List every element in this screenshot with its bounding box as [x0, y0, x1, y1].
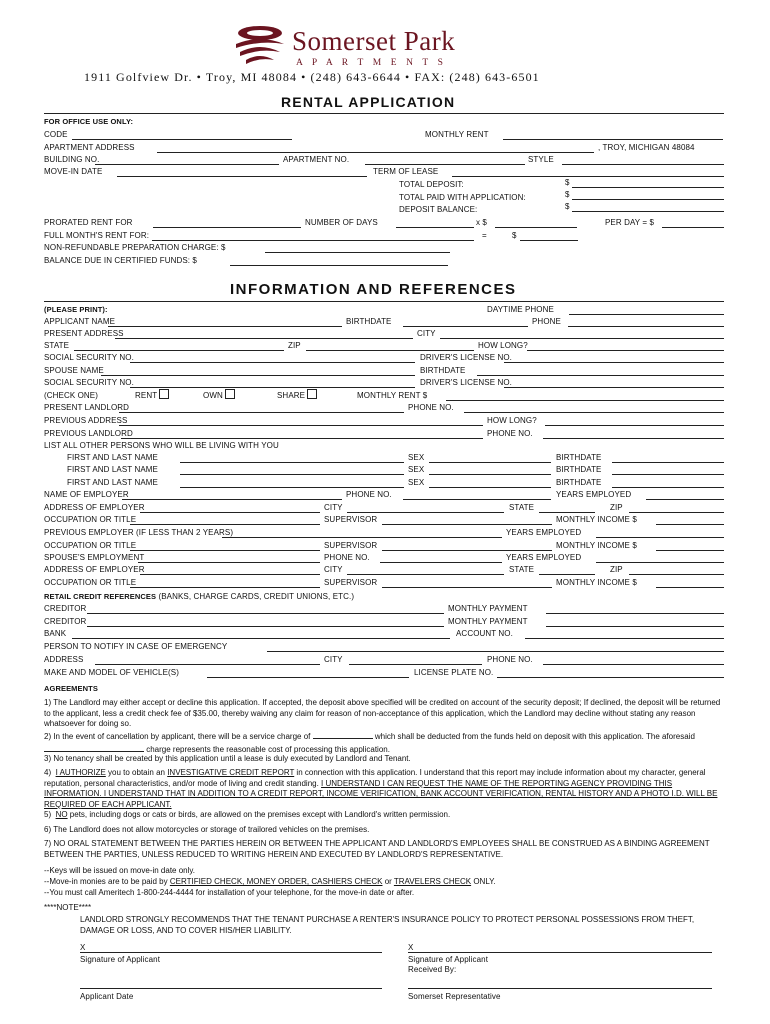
employer-city-field[interactable]	[347, 512, 504, 513]
style-label: STYLE	[528, 155, 554, 164]
spouse-occupation-field[interactable]	[130, 587, 320, 588]
prev-years-employed-label: YEARS EMPLOYED	[506, 528, 582, 537]
employer-phone-field[interactable]	[403, 499, 551, 500]
applicant-signature-2-field[interactable]	[408, 952, 712, 953]
how-long-label: HOW LONG?	[478, 341, 528, 350]
full-month-total-field[interactable]	[520, 240, 578, 241]
please-print-label: (PLEASE PRINT):	[44, 305, 108, 314]
previous-employer-field[interactable]	[222, 537, 502, 538]
address-employer-field[interactable]	[140, 512, 320, 513]
agreement-7: 7) NO ORAL STATEMENT BETWEEN THE PARTIES HEREIN OR BETWEEN THE APPLICANT AND LANDLORD'S EMPLOYEES SHALL BE CONSTRUED AS A BINDING AGREEMENT BETWEEN THE PARTIES, UNLESS REDUCED TO WRITING HEREIN AND EXECUTED BY LANDLORD'S REPRESENTATIVE.	[44, 839, 710, 859]
previous-landlord-label: PREVIOUS LANDLORD	[44, 429, 133, 438]
agreement-3: 3) No tenancy shall be created by this application until a lease is duly executed by Landlord and Tenant.	[44, 754, 411, 763]
prev-monthly-income-label: MONTHLY INCOME $	[556, 541, 637, 550]
code-field[interactable]	[72, 139, 292, 140]
note-monies	[44, 877, 728, 888]
spouse-birthdate-label: BIRTHDATE	[420, 366, 466, 375]
move-in-date-label: MOVE-IN DATE	[44, 167, 103, 176]
apartment-address-label: APARTMENT ADDRESS	[44, 143, 135, 152]
somerset-rep-label: Somerset Representative	[408, 992, 501, 1001]
spouse-supervisor-field[interactable]	[382, 587, 552, 588]
note-phone: --You must call Ameritech 1-800-244-4444 for installation of your telephone, for the move-in date or after.	[44, 888, 415, 897]
agreement-4-t1: you to obtain an	[105, 768, 168, 777]
retail-credit-heading	[44, 592, 354, 602]
occupant-3-sex-field[interactable]	[429, 487, 551, 488]
occupant-2-sex-field[interactable]	[429, 474, 551, 475]
spouse-state-label: STATE	[509, 565, 535, 574]
share-checkbox[interactable]	[307, 389, 317, 399]
logo	[230, 22, 530, 74]
address-employer-label: ADDRESS OF EMPLOYER	[44, 503, 145, 512]
spouse-city-label: CITY	[324, 565, 343, 574]
phone-label: PHONE	[532, 317, 561, 326]
share-label: SHARE	[277, 391, 306, 400]
drivers-license-field[interactable]	[504, 362, 724, 363]
received-by-label: Received By:	[408, 965, 457, 974]
spouse-drivers-license-field[interactable]	[504, 387, 724, 388]
applicant-signature-field[interactable]	[80, 952, 382, 953]
spouse-employment-label: SPOUSE'S EMPLOYMENT	[44, 553, 145, 562]
monthly-rent-label: MONTHLY RENT	[425, 130, 489, 139]
landlord-phone-label: PHONE NO.	[408, 403, 454, 412]
deposit-balance-label: DEPOSIT BALANCE:	[399, 205, 478, 214]
previous-address-label: PREVIOUS ADDRESS	[44, 416, 128, 425]
occupant-3-name-field[interactable]	[180, 487, 404, 488]
landlord-phone-field[interactable]	[464, 412, 724, 413]
monthly-payment-2-field[interactable]	[546, 626, 724, 627]
license-plate-label: LICENSE PLATE NO.	[414, 668, 494, 677]
equals-label: =	[482, 231, 487, 240]
agreement-5-num: 5)	[44, 810, 52, 819]
total-paid-field[interactable]	[572, 199, 724, 200]
prev-occupation-label: OCCUPATION OR TITLE	[44, 541, 137, 550]
monthly-payment-1-label: MONTHLY PAYMENT	[448, 604, 528, 613]
prev-occupation-field[interactable]	[130, 550, 320, 551]
vehicle-field[interactable]	[207, 677, 409, 678]
state-label: STATE	[44, 341, 70, 350]
agreement-2	[44, 730, 728, 755]
somerset-rep-field[interactable]	[408, 988, 712, 989]
monthly-rent-dollar-label: MONTHLY RENT $	[357, 391, 428, 400]
emergency-city-label: CITY	[324, 655, 343, 664]
ssn-label: SOCIAL SECURITY NO.	[44, 353, 134, 362]
company-sub: A P A R T M E N T S	[296, 58, 447, 68]
note-monies-post: ONLY.	[471, 877, 496, 886]
agreement-5-u: NO	[55, 810, 68, 819]
zip-field[interactable]	[306, 350, 474, 351]
own-label: OWN	[203, 391, 223, 400]
list-others-label: LIST ALL OTHER PERSONS WHO WILL BE LIVING WITH YOU	[44, 441, 279, 450]
occupant-3-birthdate-label: BIRTHDATE	[556, 478, 602, 487]
creditor-2-label: CREDITOR	[44, 617, 87, 626]
emergency-field[interactable]	[267, 651, 724, 652]
rent-option[interactable]	[135, 389, 169, 401]
ssn-field[interactable]	[130, 362, 415, 363]
dollar-sign: $	[512, 231, 517, 240]
check-one-label: (CHECK ONE)	[44, 391, 98, 400]
spouse-city-field[interactable]	[347, 574, 504, 575]
occupant-2-birthdate-field[interactable]	[612, 474, 724, 475]
supervisor-label: SUPERVISOR	[324, 515, 378, 524]
drivers-license-label: DRIVER'S LICENSE NO.	[420, 353, 512, 362]
applicant-date-label: Applicant Date	[80, 992, 134, 1001]
employer-phone-label: PHONE NO.	[346, 490, 392, 499]
spouse-address-employer-label: ADDRESS OF EMPLOYER	[44, 565, 145, 574]
creditor-1-field[interactable]	[87, 613, 444, 614]
rent-label: RENT	[135, 391, 158, 400]
city-label: CITY	[417, 329, 436, 338]
occupant-2-name-label: FIRST AND LAST NAME	[67, 465, 158, 474]
present-landlord-label: PRESENT LANDLORD	[44, 403, 130, 412]
per-day-label: PER DAY = $	[605, 218, 655, 227]
state-field[interactable]	[74, 350, 284, 351]
license-plate-field[interactable]	[497, 677, 724, 678]
prev-years-employed-field[interactable]	[596, 537, 724, 538]
company-name: Somerset Park	[292, 26, 456, 56]
applicant-date-field[interactable]	[80, 988, 382, 989]
rental-title: RENTAL APPLICATION	[281, 94, 456, 110]
applicant-name-field[interactable]	[108, 326, 342, 327]
bank-field[interactable]	[72, 638, 450, 639]
dollar-sign: $	[565, 178, 570, 187]
prev-how-long-label: HOW LONG?	[487, 416, 537, 425]
employer-state-field[interactable]	[539, 512, 595, 513]
agreement-2-mid: which shall be deducted from the funds held on deposit with this application. The aforesaid	[374, 732, 695, 741]
emergency-phone-field[interactable]	[543, 664, 724, 665]
monthly-payment-1-field[interactable]	[546, 613, 724, 614]
occupant-2-sex-label: SEX	[408, 465, 425, 474]
note-monies-or: or	[382, 877, 394, 886]
info-title: INFORMATION AND REFERENCES	[230, 281, 517, 298]
number-of-days-field[interactable]	[396, 227, 474, 228]
present-landlord-field[interactable]	[119, 412, 404, 413]
spouse-years-employed-field[interactable]	[596, 562, 724, 563]
building-no-label: BUILDING NO.	[44, 155, 100, 164]
agreement-4	[44, 768, 728, 810]
non-refundable-field[interactable]	[265, 252, 450, 253]
prev-supervisor-field[interactable]	[382, 550, 552, 551]
daytime-phone-field[interactable]	[569, 314, 724, 315]
retail-credit-bold: RETAIL CREDIT REFERENCES	[44, 592, 157, 601]
occupant-3-birthdate-field[interactable]	[612, 487, 724, 488]
years-employed-field[interactable]	[646, 499, 724, 500]
occupant-3-name-label: FIRST AND LAST NAME	[67, 478, 158, 487]
total-deposit-field[interactable]	[572, 187, 724, 188]
prev-supervisor-label: SUPERVISOR	[324, 541, 378, 550]
occupant-1-sex-label: SEX	[408, 453, 425, 462]
employer-state-label: STATE	[509, 503, 535, 512]
note-keys: --Keys will be issued on move-in date only.	[44, 866, 196, 875]
prev-landlord-phone-label: PHONE NO.	[487, 429, 533, 438]
service-charge-field[interactable]	[313, 730, 373, 739]
present-address-label: PRESENT ADDRESS	[44, 329, 124, 338]
monthly-income-field[interactable]	[656, 524, 724, 525]
previous-landlord-field[interactable]	[121, 438, 483, 439]
emergency-label: PERSON TO NOTIFY IN CASE OF EMERGENCY	[44, 642, 228, 651]
monthly-income-label: MONTHLY INCOME $	[556, 515, 637, 524]
balance-due-field[interactable]	[230, 265, 448, 266]
style-field[interactable]	[562, 164, 724, 165]
spouse-phone-field[interactable]	[380, 562, 502, 563]
creditor-2-field[interactable]	[87, 626, 444, 627]
emergency-address-field[interactable]	[95, 664, 320, 665]
divider	[44, 301, 724, 302]
name-employer-field[interactable]	[122, 499, 342, 500]
spouse-monthly-income-label: MONTHLY INCOME $	[556, 578, 637, 587]
occupant-1-birthdate-label: BIRTHDATE	[556, 453, 602, 462]
rent-checkbox[interactable]	[159, 389, 169, 399]
agreement-6: 6) The Landlord does not allow motorcycles or storage of trailored vehicles on the premises.	[44, 825, 370, 834]
own-option[interactable]	[203, 389, 235, 401]
agreement-5	[44, 810, 728, 821]
retail-credit-rest: (BANKS, CHARGE CARDS, CREDIT UNIONS, ETC.)	[156, 592, 355, 601]
present-address-field[interactable]	[115, 338, 413, 339]
spouse-occupation-label: OCCUPATION OR TITLE	[44, 578, 137, 587]
note-monies-u1: CERTIFIED CHECK, MONEY ORDER, CASHIERS CHECK	[169, 877, 383, 886]
spouse-phone-label: PHONE NO.	[324, 553, 370, 562]
prev-how-long-field[interactable]	[545, 425, 724, 426]
how-long-field[interactable]	[527, 350, 724, 351]
spouse-birthdate-field[interactable]	[477, 375, 724, 376]
birthdate-field[interactable]	[403, 326, 528, 327]
agreement-4-t2: in connection with this application. I understand that this report may include information about my character, general reputation, personal characteristics, and/or mode of living and credit standing.	[44, 768, 706, 788]
agreement-4-u1: I AUTHORIZE	[55, 768, 106, 777]
agreement-5-t: pets, including dogs or cats or birds, are allowed on the premises except with Landlord's written permission.	[67, 810, 451, 819]
bank-label: BANK	[44, 629, 67, 638]
term-of-lease-label: TERM OF LEASE	[373, 167, 439, 176]
building-no-field[interactable]	[95, 164, 279, 165]
emergency-phone-label: PHONE NO.	[487, 655, 533, 664]
agreement-1: 1) The Landlord may either accept or decline this application. If accepted, the deposit above specified will be credited on account of the security deposit; If declined, the deposit will be returned to the applicant, less a credit check fee of $35.00, thereby waiving any claim for reason of non-acceptance of this application, which the Landlord may decline without stating any reason whatsoever for doing so.	[44, 698, 721, 728]
charge-field[interactable]	[44, 743, 144, 752]
sig-x-left: X	[80, 943, 86, 952]
agreement-4-u2: INVESTIGATIVE CREDIT REPORT	[167, 768, 295, 777]
dollar-sign: $	[565, 202, 570, 211]
apartment-address-field[interactable]	[157, 152, 594, 153]
spouse-zip-label: ZIP	[610, 565, 623, 574]
term-of-lease-field[interactable]	[452, 176, 724, 177]
city-field[interactable]	[440, 338, 724, 339]
spouse-ssn-label: SOCIAL SECURITY NO.	[44, 378, 134, 387]
spouse-name-label: SPOUSE NAME	[44, 366, 104, 375]
total-paid-label: TOTAL PAID WITH APPLICATION:	[399, 193, 526, 202]
spouse-address-employer-field[interactable]	[140, 574, 320, 575]
note-heading: ****NOTE****	[44, 903, 92, 912]
agreement-4-u3: I UNDERSTAND I CAN REQUEST THE NAME OF THE REPORTING AGENCY PROVIDING THIS INFORMATION. I UNDERSTAND THAT IN ADDITION TO A CREDIT REPORT, INCOME VERIFICATION, BANK ACCOUNT VERIFICATION, RENTAL HISTORY AND A PHOTO I.D. WILL BE REQUIRED OF EACH APPLICANT.	[44, 778, 718, 809]
employer-city-label: CITY	[324, 503, 343, 512]
birthdate-label: BIRTHDATE	[346, 317, 392, 326]
occupation-label: OCCUPATION OR TITLE	[44, 515, 137, 524]
spouse-name-field[interactable]	[101, 375, 415, 376]
troy-label: , TROY, MICHIGAN 48084	[598, 143, 695, 152]
full-month-label: FULL MONTH'S RENT FOR:	[44, 231, 150, 240]
prev-monthly-income-field[interactable]	[656, 550, 724, 551]
occupant-1-name-label: FIRST AND LAST NAME	[67, 453, 158, 462]
vehicle-label: MAKE AND MODEL OF VEHICLE(S)	[44, 668, 179, 677]
applicant-name-label: APPLICANT NAME	[44, 317, 116, 326]
previous-address-field[interactable]	[119, 425, 483, 426]
divider	[44, 113, 724, 114]
account-no-field[interactable]	[525, 638, 724, 639]
spouse-drivers-license-label: DRIVER'S LICENSE NO.	[420, 378, 512, 387]
occupation-field[interactable]	[130, 524, 320, 525]
occupant-3-sex-label: SEX	[408, 478, 425, 487]
occupant-1-sex-field[interactable]	[429, 462, 551, 463]
daytime-phone-label: DAYTIME PHONE	[487, 305, 554, 314]
full-month-field[interactable]	[152, 240, 474, 241]
present-monthly-rent-field[interactable]	[446, 400, 724, 401]
share-option[interactable]	[277, 389, 317, 401]
agreement-4-num: 4)	[44, 768, 52, 777]
sig-x-right: X	[408, 943, 414, 952]
total-deposit-label: TOTAL DEPOSIT:	[399, 180, 464, 189]
employer-zip-label: ZIP	[610, 503, 623, 512]
prorated-field[interactable]	[153, 227, 301, 228]
sig-applicant-2-label: Signature of Applicant	[408, 955, 489, 964]
spouse-years-employed-label: YEARS EMPLOYED	[506, 553, 582, 562]
employer-zip-field[interactable]	[629, 512, 724, 513]
agreement-2-pre: 2) In the event of cancellation by applicant, there will be a service charge of	[44, 732, 311, 741]
apartment-no-label: APARTMENT NO.	[283, 155, 350, 164]
logo-emblem-icon	[230, 24, 290, 70]
non-refundable-label: NON-REFUNDABLE PREPARATION CHARGE: $	[44, 243, 226, 252]
supervisor-field[interactable]	[382, 524, 552, 525]
own-checkbox[interactable]	[225, 389, 235, 399]
spouse-ssn-field[interactable]	[130, 387, 415, 388]
agreement-2-post: charge represents the reasonable cost of processing this application.	[146, 744, 390, 754]
phone-field[interactable]	[568, 326, 724, 327]
office-use-label: FOR OFFICE USE ONLY:	[44, 117, 134, 126]
note-text: LANDLORD STRONGLY RECOMMENDS THAT THE TENANT PURCHASE A RENTER'S INSURANCE POLICY TO PROTECT PERSONAL POSSESSIONS FROM THEFT, DAMAGE OR LOSS, AND TO COVER HIS/HER LIABILITY.	[80, 915, 695, 935]
prev-landlord-phone-field[interactable]	[543, 438, 724, 439]
spouse-zip-field[interactable]	[629, 574, 724, 575]
apartment-no-field[interactable]	[365, 164, 525, 165]
number-of-days-label: NUMBER OF DAYS	[305, 218, 378, 227]
emergency-city-field[interactable]	[349, 664, 482, 665]
per-day-rate-field[interactable]	[495, 227, 577, 228]
occupant-2-name-field[interactable]	[180, 474, 404, 475]
name-employer-label: NAME OF EMPLOYER	[44, 490, 129, 499]
spouse-supervisor-label: SUPERVISOR	[324, 578, 378, 587]
deposit-balance-field[interactable]	[572, 211, 724, 212]
creditor-1-label: CREDITOR	[44, 604, 87, 613]
move-in-date-field[interactable]	[117, 176, 367, 177]
occupant-2-birthdate-label: BIRTHDATE	[556, 465, 602, 474]
x-dollar-label: x $	[476, 218, 487, 227]
dollar-sign: $	[565, 190, 570, 199]
agreements-title: AGREEMENTS	[44, 684, 98, 693]
account-no-label: ACCOUNT NO.	[456, 629, 513, 638]
note-monies-pre: --Move-in monies are to be paid by	[44, 877, 170, 886]
monthly-rent-field[interactable]	[503, 139, 723, 140]
occupant-1-birthdate-field[interactable]	[612, 462, 724, 463]
zip-label: ZIP	[288, 341, 301, 350]
spouse-state-field[interactable]	[539, 574, 595, 575]
spouse-employment-field[interactable]	[138, 562, 320, 563]
years-employed-label: YEARS EMPLOYED	[556, 490, 632, 499]
prorated-label: PRORATED RENT FOR	[44, 218, 133, 227]
per-day-total-field[interactable]	[662, 227, 724, 228]
address-label: ADDRESS	[44, 655, 84, 664]
company-address: 1911 Golfview Dr. • Troy, MI 48084 • (248) 643-6644 • FAX: (248) 643-6501	[84, 70, 540, 84]
sig-applicant-label: Signature of Applicant	[80, 955, 161, 964]
previous-employer-label: PREVIOUS EMPLOYER (IF LESS THAN 2 YEARS)	[44, 528, 234, 537]
monthly-payment-2-label: MONTHLY PAYMENT	[448, 617, 528, 626]
code-label: CODE	[44, 130, 68, 139]
spouse-monthly-income-field[interactable]	[656, 587, 724, 588]
note-monies-u2: TRAVELERS CHECK	[393, 877, 472, 886]
balance-due-label: BALANCE DUE IN CERTIFIED FUNDS: $	[44, 256, 197, 265]
occupant-1-name-field[interactable]	[180, 462, 404, 463]
